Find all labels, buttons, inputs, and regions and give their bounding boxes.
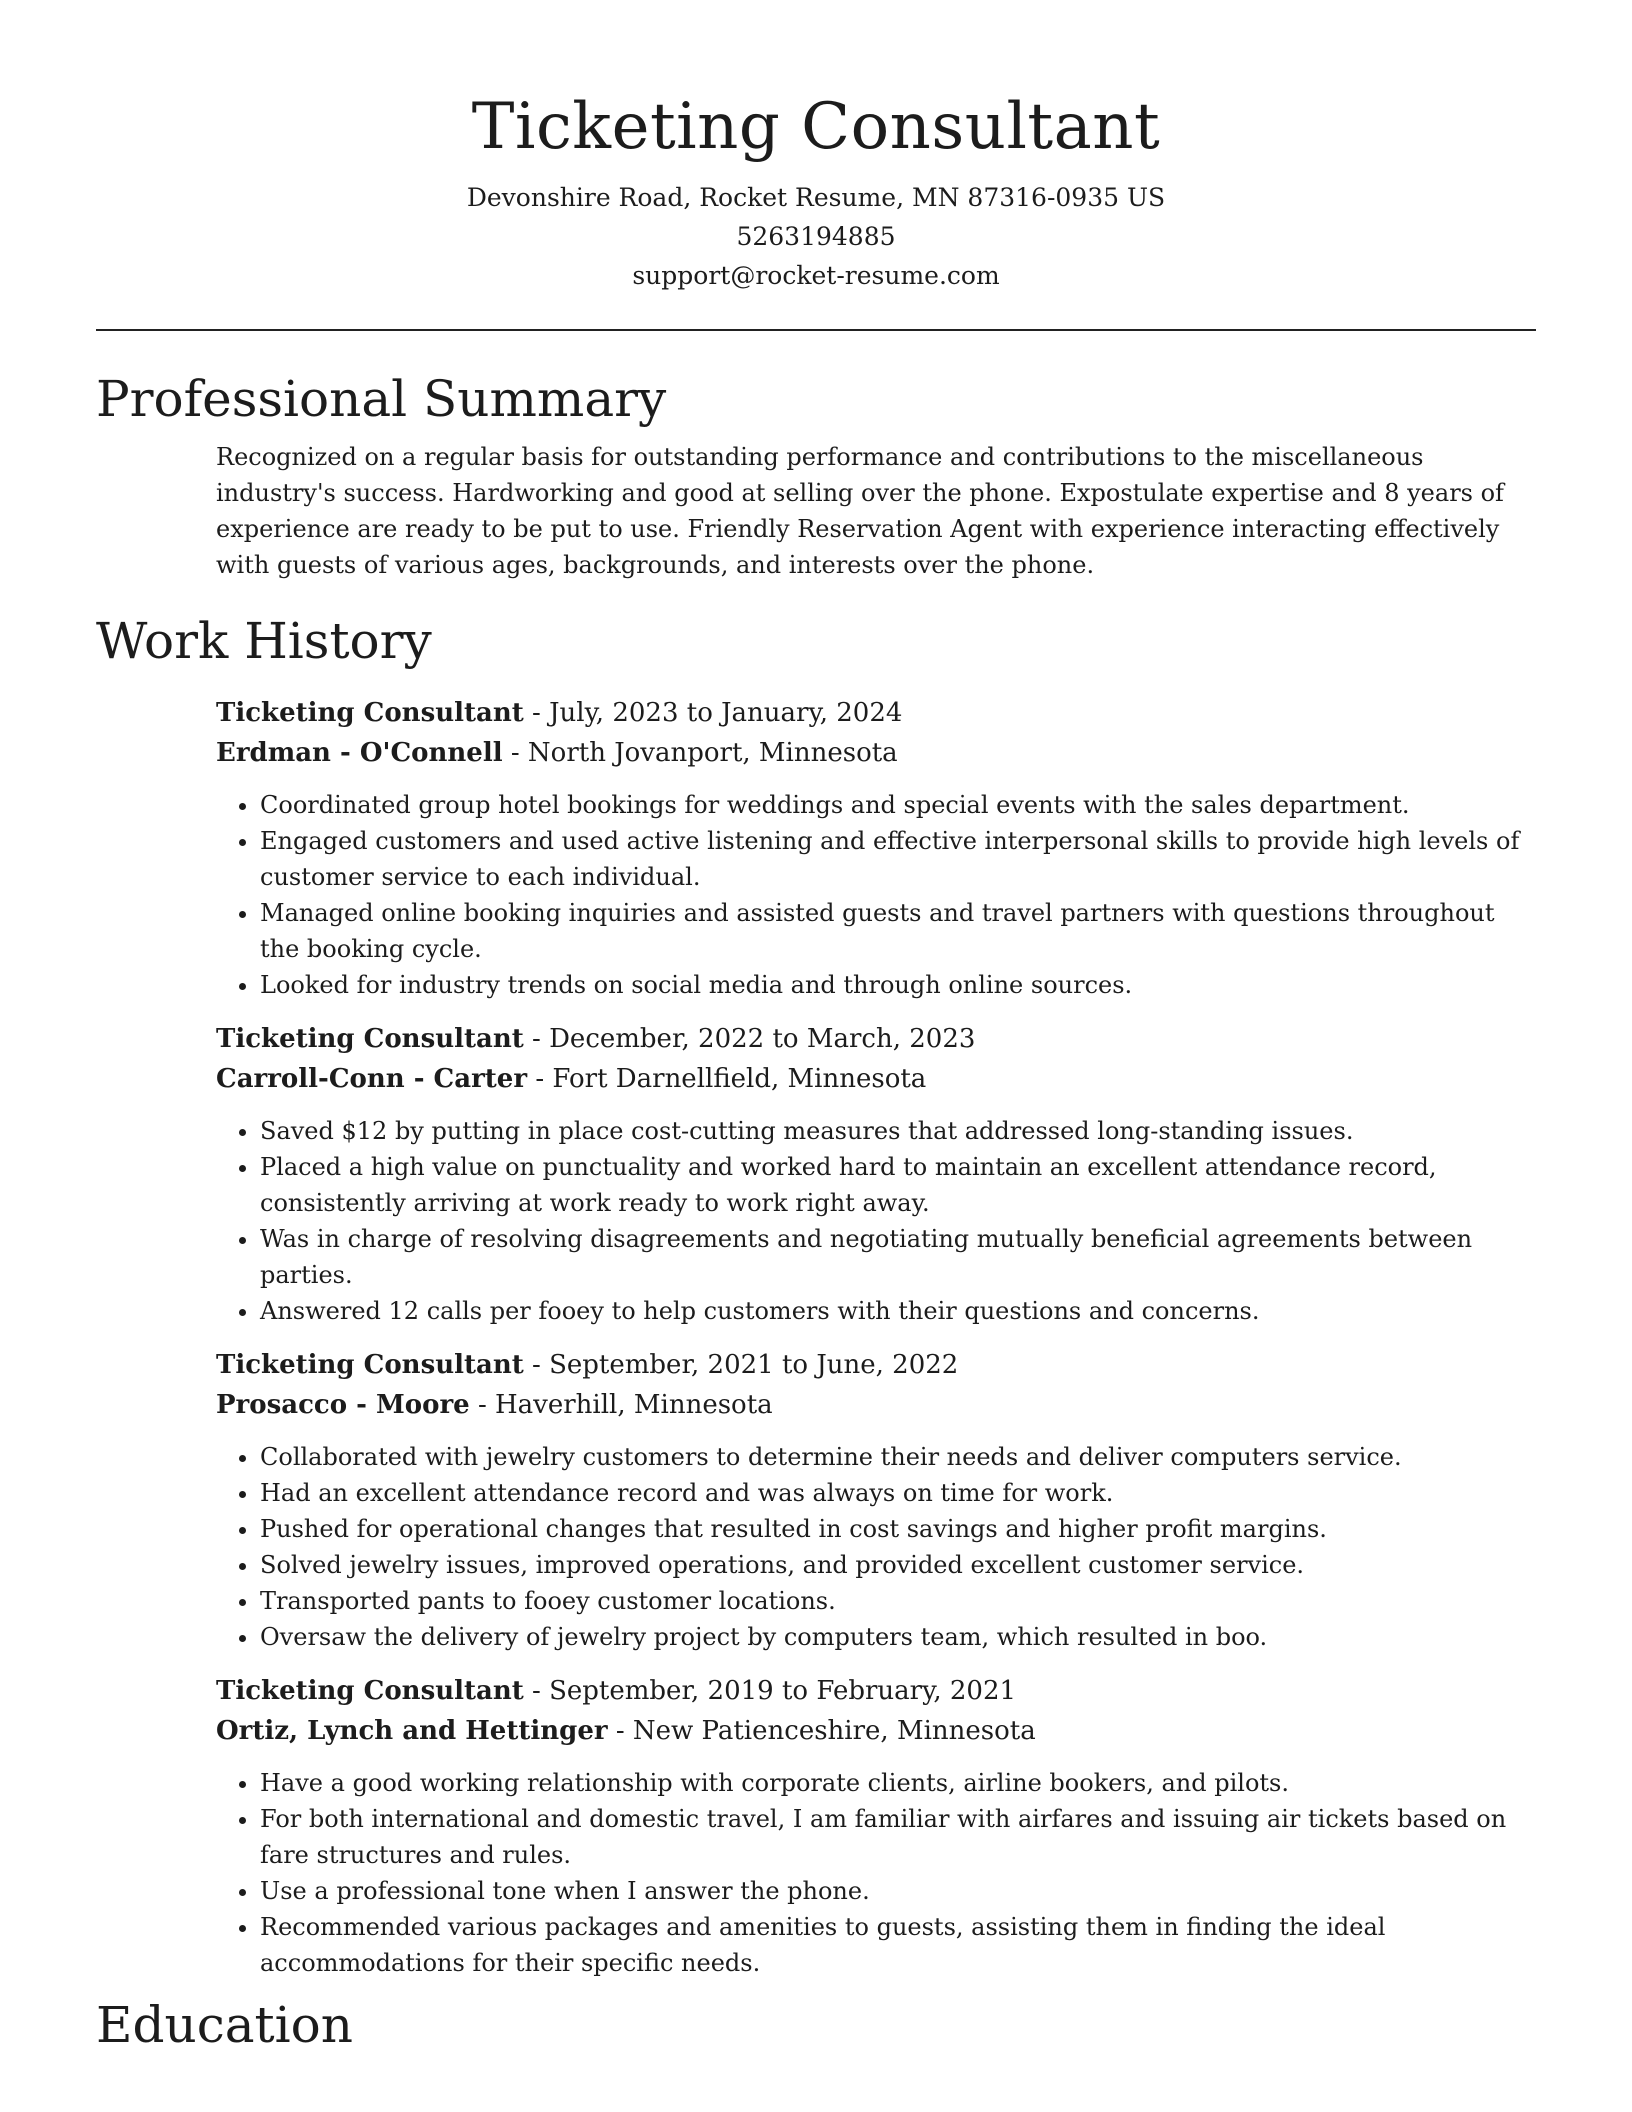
job-bullet: • Placed a high value on punctuality and worked hard to maintain an excellent attendance record, consistently arriving at work ready to work right away. [260, 1149, 1536, 1221]
job-title-line [216, 1671, 1536, 1711]
summary-text: Recognized on a regular basis for outstanding performance and contributions to the miscellaneous industry's success. Hardworking and good at selling over the phone. Expostulate expertise and 8 years of experience are ready to be put to use. Friendly Reservation Agent with experience interacting effectively with guests of various ages, backgrounds, and interests over the phone. [216, 443, 1504, 579]
job-bullet: • Transported pants to fooey customer locations. [260, 1583, 1536, 1619]
resume-name: Ticketing Consultant [471, 90, 1161, 164]
job-bullet: • Coordinated group hotel bookings for weddings and special events with the sales department. [260, 787, 1536, 823]
job-dates: - September, 2019 to February, 2021 [523, 1676, 1017, 1706]
job-bullet: • Was in charge of resolving disagreements and negotiating mutually beneficial agreements between parties. [260, 1221, 1536, 1293]
resume-page [96, 0, 1536, 2057]
job-bullet: • Pushed for operational changes that resulted in cost savings and higher profit margins. [260, 1511, 1536, 1547]
job-location: - New Patienceshire, Minnesota [607, 1716, 1036, 1746]
job-dates: - September, 2021 to June, 2022 [523, 1350, 959, 1380]
job-company: Prosacco - Moore [216, 1390, 470, 1420]
job-location: - Fort Darnellfield, Minnesota [527, 1064, 927, 1094]
job-bullet: • Had an excellent attendance record and was always on time for work. [260, 1475, 1536, 1511]
job-bullets [216, 1765, 1536, 1981]
job-bullet: • Solved jewelry issues, improved operations, and provided excellent customer service. [260, 1547, 1536, 1583]
job-title: Ticketing Consultant [216, 1676, 524, 1706]
job-bullet: • Looked for industry trends on social media and through online sources. [260, 967, 1536, 1003]
section-title-summary: Professional Summary [96, 370, 667, 428]
job-title-line [216, 1345, 1536, 1385]
job-bullet: • Managed online booking inquiries and assisted guests and travel partners with questions throughout the booking cycle. [260, 895, 1536, 967]
job-title-line [216, 693, 1536, 733]
job-entry [216, 1345, 1536, 1655]
job-location: - Haverhill, Minnesota [469, 1390, 773, 1420]
education-section [96, 1993, 1536, 2057]
section-title-education: Education [96, 1996, 353, 2054]
job-title: Ticketing Consultant [216, 1350, 524, 1380]
contact-address: Devonshire Road, Rocket Resume, MN 87316-0935 US [466, 183, 1166, 212]
job-company-line [216, 1059, 1536, 1099]
contact-phone: 5263194885 [736, 222, 896, 251]
job-title-line [216, 1019, 1536, 1059]
job-company-line [216, 733, 1536, 773]
job-bullet: • For both international and domestic travel, I am familiar with airfares and issuing air tickets based on fare structures and rules. [260, 1801, 1536, 1873]
job-bullet: • Oversaw the delivery of jewelry project by computers team, which resulted in boo. [260, 1619, 1536, 1655]
job-bullets [216, 1113, 1536, 1329]
job-bullet: • Engaged customers and used active listening and effective interpersonal skills to provide high levels of customer service to each individual. [260, 823, 1536, 895]
job-bullets [216, 787, 1536, 1003]
job-entry [216, 693, 1536, 1003]
job-bullet: • Recommended various packages and amenities to guests, assisting them in finding the ideal accommodations for their specific needs. [260, 1909, 1536, 1981]
job-dates: - December, 2022 to March, 2023 [523, 1024, 976, 1054]
job-title: Ticketing Consultant [216, 698, 524, 728]
job-bullet: • Use a professional tone when I answer the phone. [260, 1873, 1536, 1909]
job-entry [216, 1671, 1536, 1981]
job-bullet: • Have a good working relationship with corporate clients, airline bookers, and pilots. [260, 1765, 1536, 1801]
job-bullet: • Saved $12 by putting in place cost-cutting measures that addressed long-standing issues. [260, 1113, 1536, 1149]
job-bullets [216, 1439, 1536, 1655]
job-company: Erdman - O'Connell [216, 738, 503, 768]
job-bullet: • Collaborated with jewelry customers to determine their needs and deliver computers service. [260, 1439, 1536, 1475]
job-company: Ortiz, Lynch and Hettinger [216, 1716, 608, 1746]
job-entry [216, 1019, 1536, 1329]
job-company-line [216, 1385, 1536, 1425]
job-company-line [216, 1711, 1536, 1751]
job-bullet: • Answered 12 calls per fooey to help customers with their questions and concerns. [260, 1293, 1536, 1329]
section-title-work: Work History [96, 612, 432, 670]
job-dates: - July, 2023 to January, 2024 [523, 698, 903, 728]
contact-email: support@rocket-resume.com [632, 261, 1000, 290]
professional-summary-section [96, 367, 1536, 583]
job-location: - North Jovanport, Minnesota [502, 738, 898, 768]
header-divider [96, 329, 1536, 331]
contact-block [96, 178, 1536, 295]
job-title: Ticketing Consultant [216, 1024, 524, 1054]
work-history-section [96, 609, 1536, 1981]
job-company: Carroll-Conn - Carter [216, 1064, 528, 1094]
